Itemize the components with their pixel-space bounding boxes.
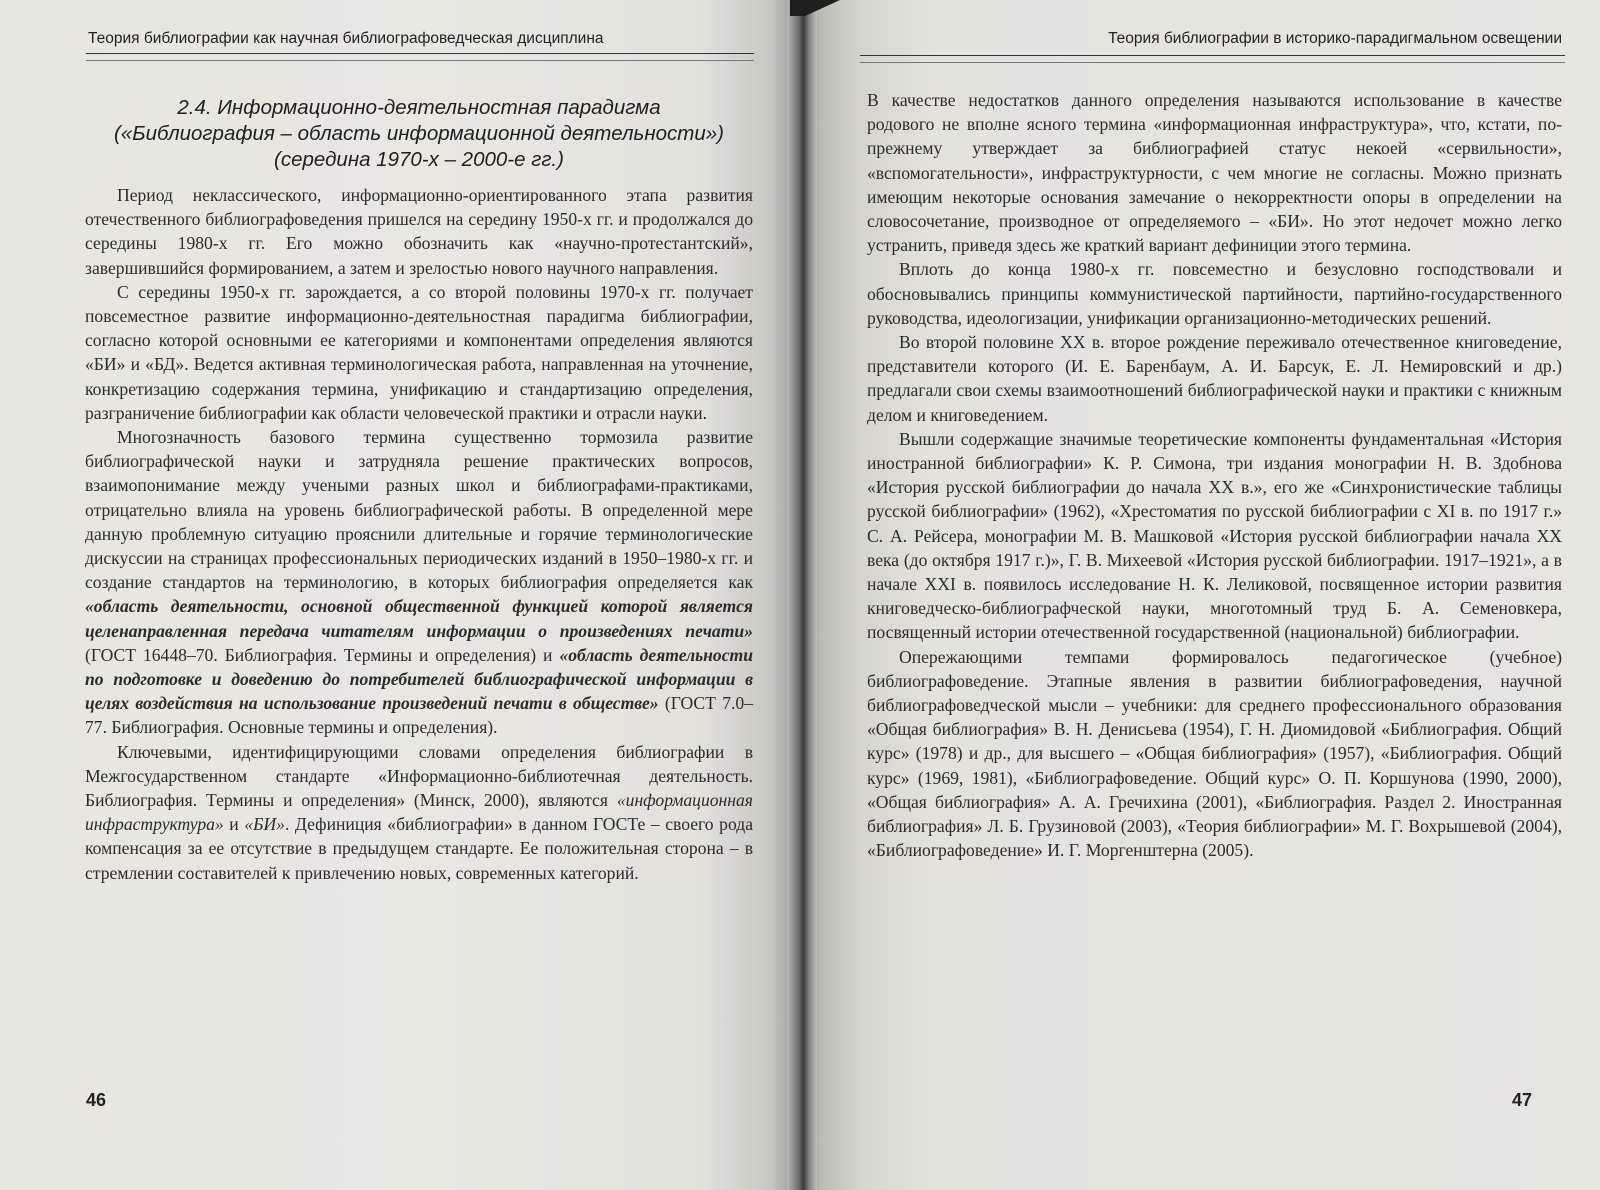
paragraph-3-text-b: (ГОСТ 16448–70. Библиография. Термины и определения) и <box>85 644 560 665</box>
paragraph-4-text-c: . Дефиниция «библиографии» в данном ГОСТе – своего рода компенсация за ее отсутствие в предыдущем стандарте. Ее положительная сторона – в стремлении составителей к привлечению новых, современных категорий. <box>85 814 753 883</box>
right-header-rule-thin <box>860 62 1565 63</box>
right-body-text <box>867 88 1562 863</box>
left-page <box>0 0 795 1190</box>
right-paragraph-3: Во второй половине XX в. второе рождение переживало отечественное книговедение, представители которого (И. Е. Баренбаум, А. И. Барсук, Е. Л. Немировский и др.) предлагали свои схемы взаимоотношений библиографической науки и практики с книжным делом и книговедением. <box>867 332 1562 425</box>
paragraph-4-text-a: Ключевыми, идентифицирующими словами определения библиографии в Межгосударственном стандарте «Информационно-библиотечная деятельность. Библиография. Термины и определения» (Минск, 2000), являются <box>85 741 753 811</box>
left-paragraph-4 <box>85 740 753 885</box>
right-paragraph-1: В качестве недостатков данного определения называются использование в качестве родового не вполне ясного термина «информационная инфраструктура», что, кстати, по-прежнему утверждает за библиографией статус некоей «сервильности», «вспомогательности», инфраструктурности, с чем многие не согласны. Можно признать имеющим некоторые основания замечание о некорректности опоры в определении на словосочетание, производное от определяемого – «БИ». Но этот недочет можно легко устранить, приведя здесь же краткий вариант дефиниции этого термина. <box>867 90 1562 256</box>
section-heading-line-2: («Библиография – область информационной деятельности») <box>114 122 724 145</box>
left-header-rule-thin <box>86 60 754 61</box>
left-paragraph-3 <box>85 425 753 740</box>
gost-definition-1: «область деятельности, основной общественной функцией которой является целенаправленная передача читателям информации о произведениях печати» <box>85 596 753 641</box>
left-paragraph-1: Период неклассического, информационно-ориентированного этапа развития отечественного библиографоведения пришелся на середину 1950-х гг. и продолжался до середины 1980-х гг. Его можно обозначить как «научно-протестантский», завершившийся формированием, а затем и зрелостью нового научного направления. <box>85 185 753 278</box>
section-heading <box>85 95 753 173</box>
right-paragraph-5: Опережающими темпами формировалось педагогическое (учебное) библиографоведение. Этапные явления в развитии библиографоведения, научной библиографоведческой мысли – учебники: для среднего профессионального образования «Общая библиография» В. Н. Денисьева (1954), Г. Н. Диомидовой «Библиография. Общий курс» (1978) и др., для высшего – «Общая библиография» (1957), «Библиография. Общий курс» (1969, 1981), «Библиографоведение. Общий курс» О. П. Коршунова (1990, 2000), «Общая библиография» А. А. Гречихина (2001), «Библиография. Раздел 2. Иностранная библиография» Л. Б. Грузиновой (2003), «Теория библиографии» М. Г. Вохрышевой (2004), «Библиографоведение» И. Г. Моргенштерна (2005). <box>867 646 1562 861</box>
book-gutter <box>787 0 817 1190</box>
key-term-infrastructure: «информационная инфраструктура» <box>85 790 753 835</box>
right-running-head: Теория библиографии в историко-парадигмальном освещении <box>1108 30 1562 47</box>
left-header-rule <box>86 53 754 54</box>
key-term-bi: «БИ» <box>244 814 285 835</box>
right-page-number: 47 <box>1511 1090 1532 1110</box>
gost-definition-2: «область деятельности по подготовке и доведению до потребителей библиографической информации в целях воздействия на использование произведений печати в обществе» <box>85 644 753 714</box>
right-header-rule <box>860 55 1565 56</box>
left-page-number: 46 <box>86 1090 107 1110</box>
right-paragraph-4: Вышли содержащие значимые теоретические компоненты фундаментальная «История иностранной библиографии» К. Р. Симона, три издания монографии Н. В. Здобнова «История русской библиографии до начала XX в.», его же «Синхронистические таблицы русской библиографии» (1962), «Хрестоматия по русской библиографии с XI в. по 1917 г.» С. А. Рейсера, монографии М. В. Машковой «История русской библиографии начала XX века (до октября 1917 г.)», Г. В. Михеевой «История русской библиографии. 1917–1921», а в начале XXI в. появилось исследование Н. К. Леликовой, посвященное истории развития книговедческо-библиографческой науки, многотомный труд Б. А. Семеновкера, посвященный истории отечественной государственной (национальной) библиографии. <box>867 428 1562 643</box>
paragraph-3-text-a: Многозначность базового термина существенно тормозила развитие библиографической науки и затрудняла решение практических вопросов, взаимопонимание между учеными разных школ и библиографами-практиками, отрицательно влияла на уровень библиографической работы. В определенной мере данную проблемную ситуацию прояснили длительные и горячие терминологические дискуссии на страницах профессиональных периодических изданий в 1950–1980-х гг. и создание стандартов на терминологию, в которых библиография определяется как <box>85 427 753 593</box>
left-running-head: Теория библиографии как научная библиографоведческая дисциплина <box>88 30 604 47</box>
paragraph-3-text-c: (ГОСТ 7.0–77. Библиография. Основные термины и определения). <box>85 693 753 738</box>
section-heading-line-1: 2.4. Информационно-деятельностная парадигма <box>177 96 661 119</box>
section-heading-line-3: (середина 1970-х – 2000-е гг.) <box>274 148 564 171</box>
paragraph-4-text-b: и <box>223 814 245 835</box>
left-body-text <box>85 183 753 885</box>
left-paragraph-2: С середины 1950-х гг. зарождается, а со второй половины 1970-х гг. получает повсеместное развитие информационно-деятельностная парадигма библиографии, согласно которой основными ее категориями и компонентами определения являются «БИ» и «БД». Ведется активная терминологическая работа, направленная на уточнение, конкретизацию содержания термина, унификацию и стандартизацию определения, разграничение библиографии как области человеческой практики и отрасли науки. <box>85 281 753 423</box>
right-paragraph-2: Вплоть до конца 1980-х гг. повсеместно и безусловно господствовали и обосновывались принципы коммунистической партийности, партийно-государственного руководства, идеологизации, унификации организационно-методических решений. <box>867 259 1562 328</box>
right-page <box>805 0 1600 1190</box>
